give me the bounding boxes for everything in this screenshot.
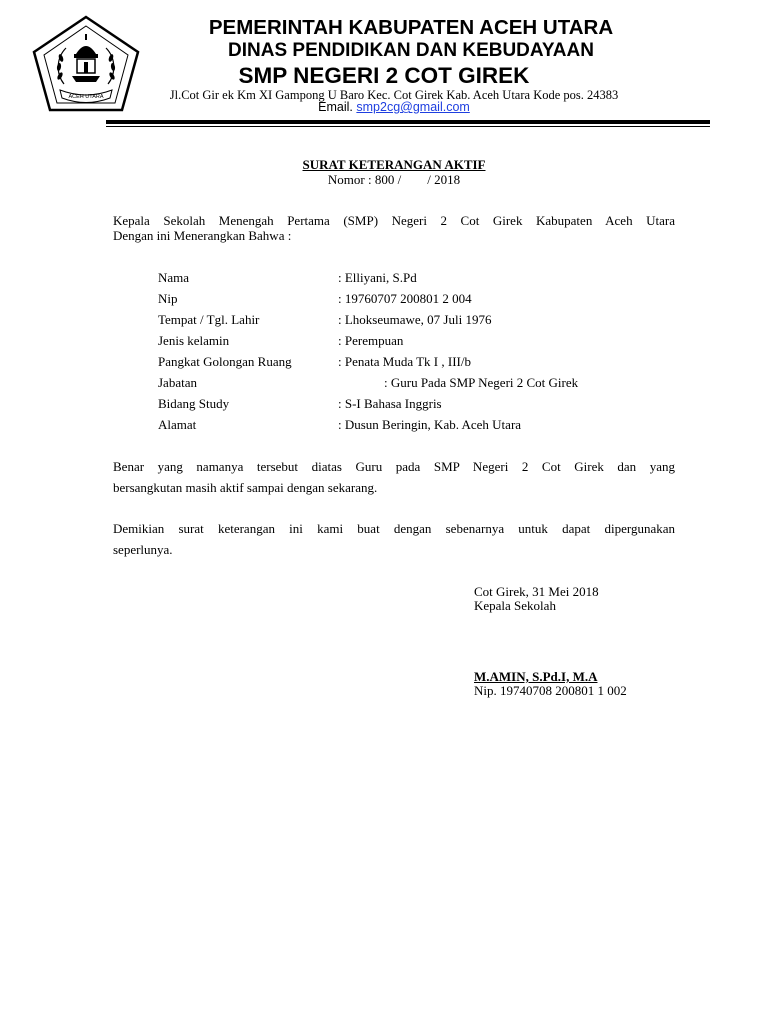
field-row-address xyxy=(158,417,521,433)
letterhead-email-line xyxy=(10,100,768,114)
signatory-name: M.AMIN, S.Pd.I, M.A xyxy=(474,669,598,684)
field-row-nip xyxy=(158,291,472,307)
letterhead-department: DINAS PENDIDIKAN DAN KEBUDAYAAN xyxy=(228,40,594,61)
letterhead-rule-thick xyxy=(106,120,710,124)
field-label: Alamat xyxy=(158,417,197,432)
letterhead-rule-thin xyxy=(106,126,710,127)
closing-line-1: Demikian surat keterangan ini kami buat dengan sebenarnya untuk dapat dipergunakan xyxy=(113,521,675,536)
field-label: Pangkat Golongan Ruang xyxy=(158,354,292,369)
email-link[interactable]: smp2cg@gmail.com xyxy=(356,100,470,114)
field-row-birth xyxy=(158,312,491,328)
field-label: Jenis kelamin xyxy=(158,333,230,348)
field-label: Nama xyxy=(158,270,190,285)
closing-paragraph xyxy=(113,518,675,560)
field-value: : S-I Bahasa Inggris xyxy=(338,396,442,411)
field-row-subject xyxy=(158,396,442,412)
letterhead-government: PEMERINTAH KABUPATEN ACEH UTARA xyxy=(208,16,614,39)
field-value: : Penata Muda Tk I , III/b xyxy=(338,354,471,369)
field-label: Nip xyxy=(158,291,178,306)
emblem-banner-text: ACEH UTARA xyxy=(68,94,104,100)
field-value: : Dusun Beringin, Kab. Aceh Utara xyxy=(338,417,522,432)
signature-position: Kepala Sekolah xyxy=(474,598,556,613)
email-label: Email. xyxy=(318,100,353,114)
field-value: : 19760707 200801 2 004 xyxy=(338,291,472,306)
statement-line-2: bersangkutan masih aktif sampai dengan sekarang. xyxy=(113,480,378,495)
field-value: : Elliyani, S.Pd xyxy=(338,270,417,285)
signatory-nip: Nip. 19740708 200801 1 002 xyxy=(474,683,627,698)
letterhead-address: Jl.Cot Gir ek Km XI Gampong U Baro Kec. Cot Girek Kab. Aceh Utara Kode pos. 24383 xyxy=(169,88,619,102)
signature-place-date: Cot Girek, 31 Mei 2018 xyxy=(474,584,599,599)
field-value: : Perempuan xyxy=(338,333,404,348)
field-label: Tempat / Tgl. Lahir xyxy=(158,312,260,327)
letter-number: Nomor : 800 / / 2018 xyxy=(327,172,461,187)
field-value: : Lhokseumawe, 07 Juli 1976 xyxy=(338,312,492,327)
closing-line-2: seperlunya. xyxy=(113,542,173,557)
field-row-position xyxy=(158,375,578,391)
field-value: : Guru Pada SMP Negeri 2 Cot Girek xyxy=(384,375,579,390)
intro-line-1: Kepala Sekolah Menengah Pertama (SMP) Negeri 2 Cot Girek Kabupaten Aceh Utara xyxy=(113,213,675,228)
letter-title: SURAT KETERANGAN AKTIF xyxy=(302,157,486,172)
field-label: Jabatan xyxy=(158,375,197,390)
statement-paragraph xyxy=(113,456,675,498)
field-row-nama xyxy=(158,270,417,286)
field-row-rank xyxy=(158,354,471,370)
letterhead-school-name: SMP NEGERI 2 COT GIREK xyxy=(238,63,530,88)
field-label: Bidang Study xyxy=(158,396,230,411)
intro-line-2: Dengan ini Menerangkan Bahwa : xyxy=(113,228,292,243)
field-row-gender xyxy=(158,333,403,349)
statement-line-1: Benar yang namanya tersebut diatas Guru pada SMP Negeri 2 Cot Girek dan yang xyxy=(113,459,675,474)
